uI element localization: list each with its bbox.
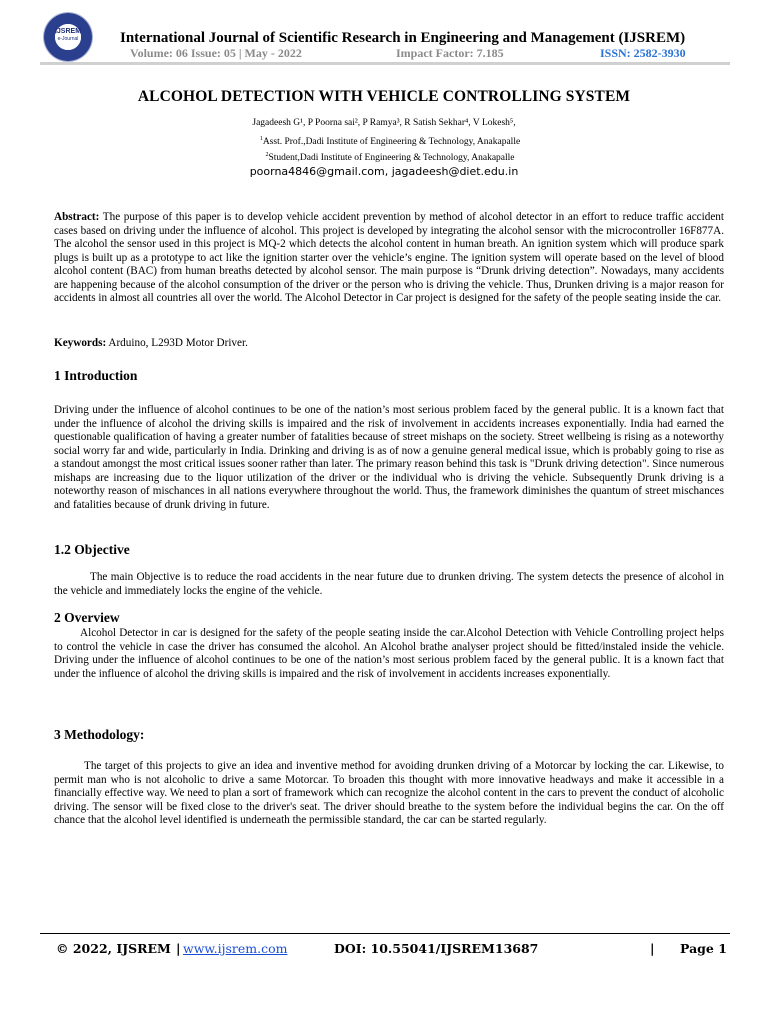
abstract — [54, 211, 724, 306]
affiliation-2: $^2$Student,Dadi Institute of Engineering & Technology, Anakapalle — [265, 152, 515, 164]
objective-text: The main Objective is to reduce the road accidents in the near future due to drunken driving. The system detects the presence of alcohol in the vehicle and immediately locks the engine of the vehicle. — [54, 571, 724, 597]
footer-separator-1: | — [176, 941, 181, 956]
paper-title: ALCOHOL DETECTION WITH VEHICLE CONTROLLING SYSTEM — [137, 88, 631, 105]
header-divider — [40, 62, 730, 65]
footer-site-link[interactable]: www.ijsrem.com — [183, 941, 288, 956]
heading-methodology: 3 Methodology: — [54, 727, 145, 742]
footer-divider — [40, 933, 730, 934]
footer-page-number: Page 1 — [680, 941, 727, 956]
author-emails: poorna4846@gmail.com, jagadeesh@diet.edu.in — [249, 165, 519, 178]
methodology-text: The target of this projects to give an idea and inventive method for avoiding drunken driving of a Motorcar by locking the car. Likewise, to permit man who is not alcoholic to drive a same Motorcar. To broaden this thought with more innovative headways and make it accessible in a financially effective way. We need to plan a sort of framework which can recognize the alcohol content in the cars to prevent the conduct of alcoholic driving. The sensor will be fixed close to the driver's seat. The driver should breathe to the system before the individual begins the car. On the off chance that the alcohol level identified is underneath the permissible standard, the car can be started regularly. — [54, 760, 724, 826]
keywords-text: Arduino, L293D Motor Driver. — [106, 337, 248, 349]
logo-text-top: IJSREM — [54, 28, 82, 35]
author-list: Jagadeesh G¹, P Poorna sai², P Ramya³, R Satish Sekhar⁴, V Lokesh⁵, — [252, 118, 516, 128]
logo-text-bottom: e-Journal — [57, 36, 79, 42]
footer-separator-2: | — [650, 941, 655, 956]
keywords-label: Keywords: — [54, 337, 107, 349]
abstract-text: The purpose of this paper is to develop vehicle accident prevention by method of alcohol detector in an effort to reduce traffic accident cases based on driving under the influence of alcohol. This project is developed by integrating the alcohol sensor with the microcontroller 16F877A. The alcohol the sensor used in this project is MQ-2 which detects the alcohol content in human breath. An ignition system which will produce spark plugs is built up as a prototype to act like the ignition starter over the vehicle’s engine. The ignition system will operate based on the level of blood alcohol content (BAC) from human breaths detected by alcohol sensor. The main purpose is “Drunk driving detection”. Nowadays, many accidents are happening because of the alcohol consumption of the driver or the person who is driving the vehicle. Thus, Drunken driving is a major reason for accidents in almost all countries all over the world. The Alcohol Detector in Car project is designed for the safety of the people seating inside the car. — [54, 211, 724, 304]
footer-doi: DOI: 10.55041/IJSREM13687 — [334, 941, 539, 956]
journal-logo — [44, 13, 92, 61]
issn: ISSN: 2582-3930 — [600, 46, 686, 60]
introduction-text: Driving under the influence of alcohol continues to be one of the nation’s most serious problem faced by the general public. It is a known fact that under the influence of alcohol the driving skills is impaired and the risk of involvement in accidents increases exponentially. India had earned the questionable qualification of having a greater number of fatalities because of street mishaps on the society. Street wellbeing is rising as a noteworthy social worry far and wide, particularly in India. Drinking and driving is as of now a genuine general medical issue, which is probably going to rise as a standout amongst the most critical issues sooner rather than later. The primary reason behind this task is "Drunk driving detection". Since numerous mishaps are increasing due to the liquor utilization of the driver or the individual who is driving the vehicle. Subsequently Drunk driving is a noteworthy reason of mischances in all nations everywhere throughout the world. Thus, the framework diminishes the quantum of street mischances and fatalities because of drunk driving in future. — [54, 404, 724, 511]
journal-title: International Journal of Scientific Research in Engineering and Management (IJSREM) — [120, 30, 686, 46]
heading-objective: 1.2 Objective — [54, 542, 130, 557]
overview-text: Alcohol Detector in car is designed for the safety of the people seating inside the car.Alcohol Detection with Vehicle Controlling project helps to control the vehicle in case the driver has consumed the alcohol. An Alcohol brathe analyser project should be fitted/instaled inside the vehicle. Driving under the influence of alcohol continues to be one of the nation’s most serious problem faced by the general public. It is a known fact that under the influence of alcohol the driving skills is impaired and the risk of involvement in accidents increases exponentially. — [54, 627, 724, 680]
affiliation-1: $^1$Asst. Prof.,Dadi Institute of Engineering & Technology, Anakapalle — [259, 136, 521, 148]
keywords — [54, 337, 724, 351]
volume-info: Volume: 06 Issue: 05 | May - 2022 — [130, 46, 302, 60]
abstract-label: Abstract: — [54, 211, 100, 223]
footer-copyright: © 2022, IJSREM — [56, 941, 171, 956]
heading-introduction: 1 Introduction — [54, 368, 138, 383]
impact-factor: Impact Factor: 7.185 — [396, 46, 504, 60]
heading-overview: 2 Overview — [54, 610, 120, 625]
